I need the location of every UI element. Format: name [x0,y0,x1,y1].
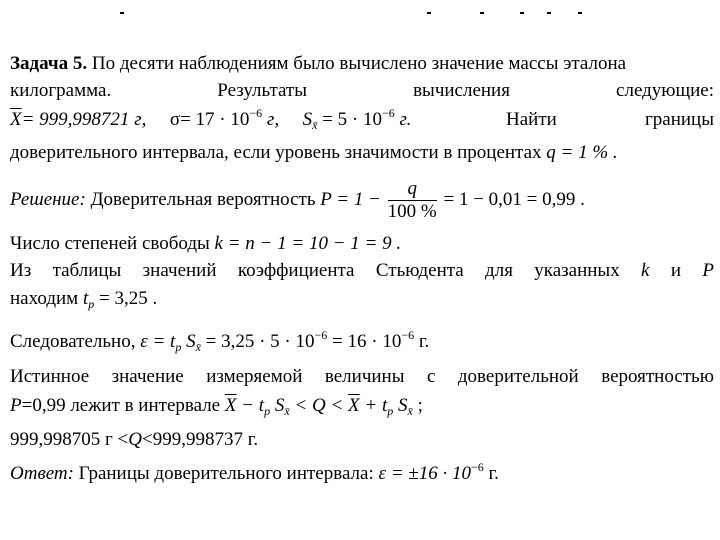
answer-text: Границы доверительного интервала: [78,463,374,484]
t-value: = 3,25 . [94,288,158,309]
problem-title: Задача 5. [10,53,88,74]
plus-t: + t [359,395,388,416]
p-prefix: P = 1 − [320,189,381,210]
word: доверительной [457,366,579,387]
truth-line-2 [10,394,714,418]
interval-line [10,428,714,452]
exponent-2: −6 [401,328,415,342]
student-line [10,259,714,283]
p-symbol: P [10,395,22,416]
dof-line [10,232,714,256]
fraction-denominator: 100 % [387,201,437,223]
word: Результаты [217,80,308,101]
t-subscript: p [88,297,95,311]
eps-prefix: ε = t [140,331,176,352]
eps-unit: г. [414,331,430,352]
sigma-value: = 17 · 10 [180,109,250,130]
word: Истинное [10,366,90,387]
word: Из [10,260,32,281]
word: вероятностью [601,366,714,387]
sigma-unit: г, [262,109,280,130]
sigma-symbol: σ [169,109,181,130]
s-symbol: S [181,331,196,352]
word: и [670,260,681,281]
found-line [10,287,714,311]
problem-line-4 [10,141,714,165]
word: вычисления [413,80,510,101]
lies-text: =0,99 лежит в интервале [21,395,221,416]
eps-subscript: p [175,340,182,354]
interval-left: 999,998705 г < [10,429,129,450]
lt-q: < Q < [289,395,349,416]
t-subscript-2: p [387,404,394,418]
p-suffix: = 1 − 0,01 = 0,99 . [443,189,585,210]
problem-line-2 [10,79,714,103]
word: величины [324,366,405,387]
word: килограмма. [10,80,112,101]
s-subscript-2: x̄ [407,404,413,418]
hence-text: Следовательно, [10,331,136,352]
word: следующие: [616,80,714,101]
truth-line-1 [10,365,714,389]
word: значение [111,366,184,387]
solution-line [10,176,714,224]
word: Стьюдента [375,260,464,281]
answer-unit: г. [483,463,499,484]
s-unit: г. [394,109,412,130]
word: указанных [534,260,620,281]
found-text: находим [10,288,79,309]
answer-line [10,462,714,486]
find-word: Найти [506,109,557,130]
fraction-numerator: q [388,178,437,201]
eps-mid: = 16 · 10 [327,331,402,352]
word: коэффициента [237,260,355,281]
fraction [388,178,437,223]
word: k [641,260,650,281]
interval-right: <999,998737 г. [142,429,259,450]
truth-end: ; [412,395,423,416]
t-symbol: t [82,288,89,309]
s-symbol-2: S [393,395,408,416]
top-cropped-text-fragment [0,12,720,18]
problem-line-1 [10,52,714,76]
sigma-exponent: −6 [249,106,263,120]
problem-line-3 [10,108,714,132]
s-symbol: S [302,109,313,130]
s-subscript: x̄ [195,340,201,354]
answer-eps: ε = ±16 · 10 [378,463,471,484]
xbar-value: = 999,998721 г, [21,109,147,130]
word: для [485,260,513,281]
dof-expression: k = n − 1 = 10 − 1 = 9 . [214,233,402,254]
word: измеряемой [206,366,303,387]
s-value: = 5 · 10 [317,109,382,130]
solution-label: Решение: [10,189,86,210]
bounds-word: границы [645,109,714,130]
s-subscript: x̄ [312,118,318,132]
word: значений [142,260,217,281]
q-expression: q = 1 % . [546,142,618,163]
s-exponent: −6 [381,106,395,120]
answer-exponent: −6 [471,460,484,474]
minus-t: − t [236,395,265,416]
problem-text-1: По десяти наблюдениям было вычислено значение массы эталона [91,53,627,74]
t-subscript: p [264,404,271,418]
xbar-symbol: $\overline{X}$ [224,395,237,416]
word: P [702,260,714,281]
interval-q: Q [128,429,142,450]
word: таблицы [52,260,122,281]
xbar-symbol-2: $\overline{X}$ [348,395,360,416]
xbar-symbol: $\overline{X}$ [10,109,22,130]
s-symbol: S [270,395,285,416]
s-subscript: x̄ [284,404,290,418]
problem-text-4: доверительного интервала, если уровень значимости в процентах [10,142,542,163]
exponent-1: −6 [314,328,328,342]
answer-label: Ответ: [10,463,74,484]
dof-text: Число степеней свободы [10,233,210,254]
word: с [426,366,436,387]
solution-text: Доверительная вероятность [90,189,316,210]
hence-line [10,330,714,354]
eps-value: = 3,25 · 5 · 10 [200,331,315,352]
